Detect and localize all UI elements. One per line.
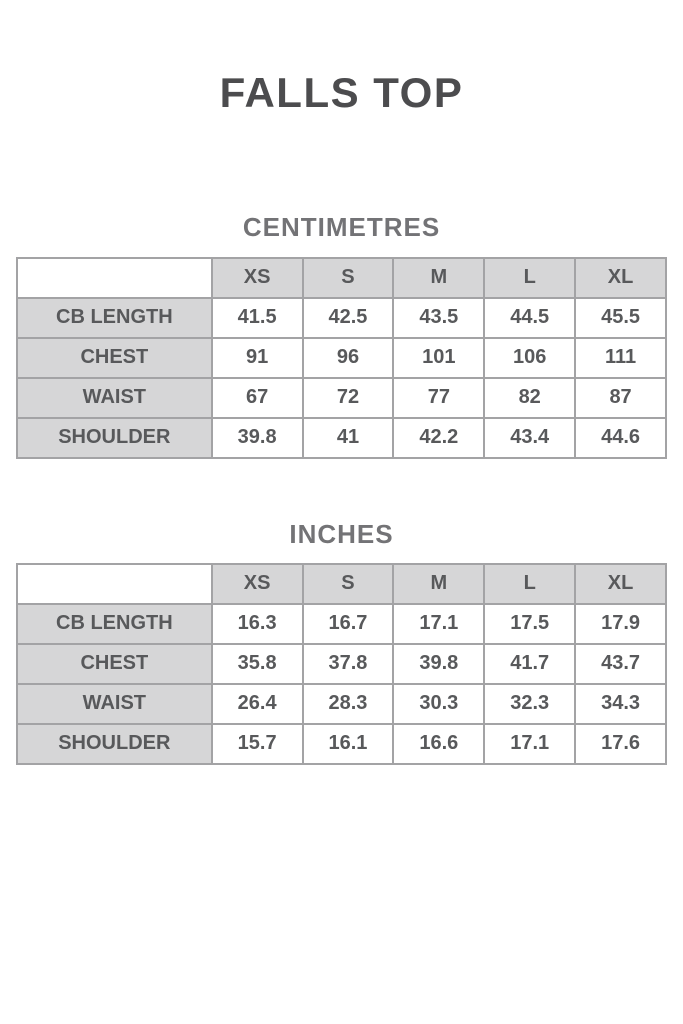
measurement-row-label: CHEST — [17, 644, 212, 684]
inches-size-table — [16, 563, 667, 765]
measurement-value-cell: 106 — [484, 338, 575, 378]
measurement-value-cell: 16.7 — [303, 604, 394, 644]
measurement-value-cell: 43.7 — [575, 644, 666, 684]
measurement-value-cell: 37.8 — [303, 644, 394, 684]
measurement-value-cell: 30.3 — [393, 684, 484, 724]
size-column-header: S — [303, 564, 394, 604]
measurement-value-cell: 32.3 — [484, 684, 575, 724]
measurement-value-cell: 67 — [212, 378, 303, 418]
inches-section — [0, 519, 683, 765]
table-header-row — [17, 258, 666, 298]
measurement-value-cell: 44.5 — [484, 298, 575, 338]
measurement-value-cell: 77 — [393, 378, 484, 418]
measurement-value-cell: 41.5 — [212, 298, 303, 338]
measurement-value-cell: 101 — [393, 338, 484, 378]
measurement-value-cell: 28.3 — [303, 684, 394, 724]
size-column-header: L — [484, 258, 575, 298]
measurement-row-label: CHEST — [17, 338, 212, 378]
measurement-value-cell: 35.8 — [212, 644, 303, 684]
table-row — [17, 644, 666, 684]
table-row — [17, 298, 666, 338]
measurement-value-cell: 43.5 — [393, 298, 484, 338]
measurement-value-cell: 41 — [303, 418, 394, 458]
measurement-row-label: WAIST — [17, 378, 212, 418]
size-column-header: XS — [212, 564, 303, 604]
measurement-value-cell: 39.8 — [393, 644, 484, 684]
measurement-value-cell: 72 — [303, 378, 394, 418]
measurement-row-label: CB LENGTH — [17, 298, 212, 338]
table-row — [17, 338, 666, 378]
size-column-header: S — [303, 258, 394, 298]
section-heading-inches: INCHES — [289, 518, 394, 549]
size-column-header: XL — [575, 258, 666, 298]
measurement-value-cell: 17.6 — [575, 724, 666, 764]
measurement-value-cell: 17.1 — [484, 724, 575, 764]
measurement-row-label: CB LENGTH — [17, 604, 212, 644]
corner-cell — [17, 564, 212, 604]
table-row — [17, 724, 666, 764]
measurement-row-label: WAIST — [17, 684, 212, 724]
measurement-value-cell: 17.5 — [484, 604, 575, 644]
size-column-header: XL — [575, 564, 666, 604]
measurement-value-cell: 17.1 — [393, 604, 484, 644]
page-title: FALLS TOP — [219, 69, 464, 116]
corner-cell — [17, 258, 212, 298]
measurement-row-label: SHOULDER — [17, 724, 212, 764]
centimetres-size-table — [16, 257, 667, 459]
measurement-row-label: SHOULDER — [17, 418, 212, 458]
table-header-row — [17, 564, 666, 604]
measurement-value-cell: 16.3 — [212, 604, 303, 644]
measurement-value-cell: 17.9 — [575, 604, 666, 644]
size-column-header: M — [393, 564, 484, 604]
measurement-value-cell: 34.3 — [575, 684, 666, 724]
table-row — [17, 604, 666, 644]
measurement-value-cell: 26.4 — [212, 684, 303, 724]
measurement-value-cell: 87 — [575, 378, 666, 418]
measurement-value-cell: 16.6 — [393, 724, 484, 764]
measurement-value-cell: 41.7 — [484, 644, 575, 684]
centimetres-section — [0, 212, 683, 458]
measurement-value-cell: 82 — [484, 378, 575, 418]
table-row — [17, 378, 666, 418]
measurement-value-cell: 45.5 — [575, 298, 666, 338]
measurement-value-cell: 111 — [575, 338, 666, 378]
measurement-value-cell: 42.5 — [303, 298, 394, 338]
section-heading-centimetres: CENTIMETRES — [242, 212, 441, 243]
table-row — [17, 418, 666, 458]
measurement-value-cell: 15.7 — [212, 724, 303, 764]
measurement-value-cell: 39.8 — [212, 418, 303, 458]
size-column-header: L — [484, 564, 575, 604]
measurement-value-cell: 16.1 — [303, 724, 394, 764]
measurement-value-cell: 44.6 — [575, 418, 666, 458]
measurement-value-cell: 96 — [303, 338, 394, 378]
size-column-header: XS — [212, 258, 303, 298]
table-row — [17, 684, 666, 724]
measurement-value-cell: 42.2 — [393, 418, 484, 458]
size-column-header: M — [393, 258, 484, 298]
measurement-value-cell: 43.4 — [484, 418, 575, 458]
measurement-value-cell: 91 — [212, 338, 303, 378]
